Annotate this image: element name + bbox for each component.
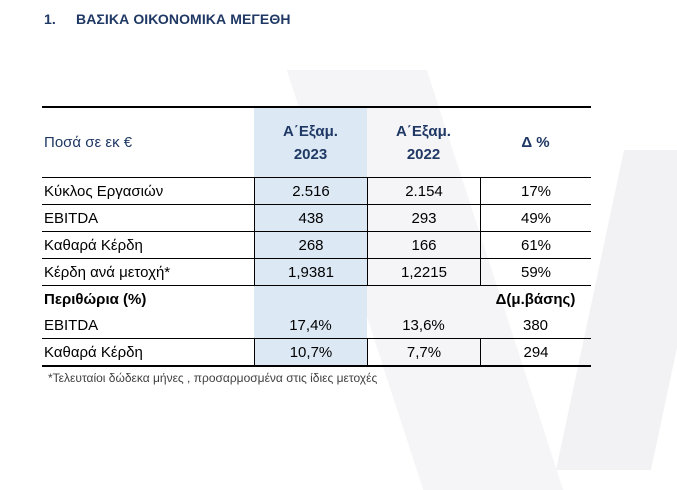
row-label: EBITDA [44, 209, 99, 227]
financials-table [42, 106, 591, 367]
margins-header-row [42, 285, 591, 312]
row-delta: 49% [480, 205, 591, 231]
row-label: EBITDA [44, 316, 99, 334]
header-label: Ποσά σε εκ € [44, 134, 133, 151]
row-delta: 380 [522, 316, 549, 334]
row-value-2022: 1,2215 [367, 259, 480, 285]
row-label: Καθαρά Κέρδη [44, 236, 143, 254]
row-value-2022: 166 [367, 232, 480, 258]
row-value-2023: 268 [254, 232, 367, 258]
row-label: Καθαρά Κέρδη [44, 343, 143, 361]
footnote: *Τελευταίοι δώδεκα μήνες , προσαρμοσμένα στις ίδιες μετοχές [48, 371, 378, 385]
section-number: 1. [44, 11, 56, 27]
table-row [42, 258, 591, 285]
section-title: ΒΑΣΙΚΑ ΟΙΚΟΝΟΜΙΚΑ ΜΕΓΕΘΗ [76, 11, 291, 27]
section-heading [44, 11, 291, 27]
row-value-2022: 7,7% [367, 339, 480, 365]
header-col-2022 [367, 108, 480, 177]
margins-header-label: Περιθώρια (%) [44, 290, 147, 308]
row-delta: 59% [480, 259, 591, 285]
table-row [42, 312, 591, 338]
row-value-2023: 17,4% [254, 312, 367, 338]
header-col-2022-line1: Α΄Εξαμ. [396, 122, 451, 140]
row-delta: 294 [480, 339, 591, 365]
row-delta: 17% [480, 178, 591, 204]
row-value-2023: 1,9381 [254, 259, 367, 285]
margins-header-empty [254, 286, 367, 312]
row-value-2022: 2.154 [367, 178, 480, 204]
row-value-2023: 2.516 [254, 178, 367, 204]
header-col-delta: Δ % [521, 134, 550, 151]
table-row [42, 231, 591, 258]
header-col-2023 [254, 108, 367, 177]
row-delta: 61% [480, 232, 591, 258]
header-col-2022-line2: 2022 [406, 145, 441, 163]
row-value-2023: 10,7% [254, 339, 367, 365]
row-value-2022: 293 [367, 205, 480, 231]
row-label: Κέρδη ανά μετοχή* [44, 263, 171, 281]
table-header-row [42, 108, 591, 177]
table-row [42, 204, 591, 231]
table-row [42, 177, 591, 204]
header-col-2023-line1: Α΄Εξαμ. [283, 122, 338, 140]
margins-header-delta: Δ(μ.βάσης) [495, 290, 576, 308]
table-row [42, 338, 591, 367]
margins-header-empty [367, 286, 480, 312]
header-col-2023-line2: 2023 [293, 145, 328, 163]
row-label: Κύκλος Εργασιών [44, 182, 164, 200]
row-value-2023: 438 [254, 205, 367, 231]
row-value-2022: 13,6% [402, 316, 445, 334]
